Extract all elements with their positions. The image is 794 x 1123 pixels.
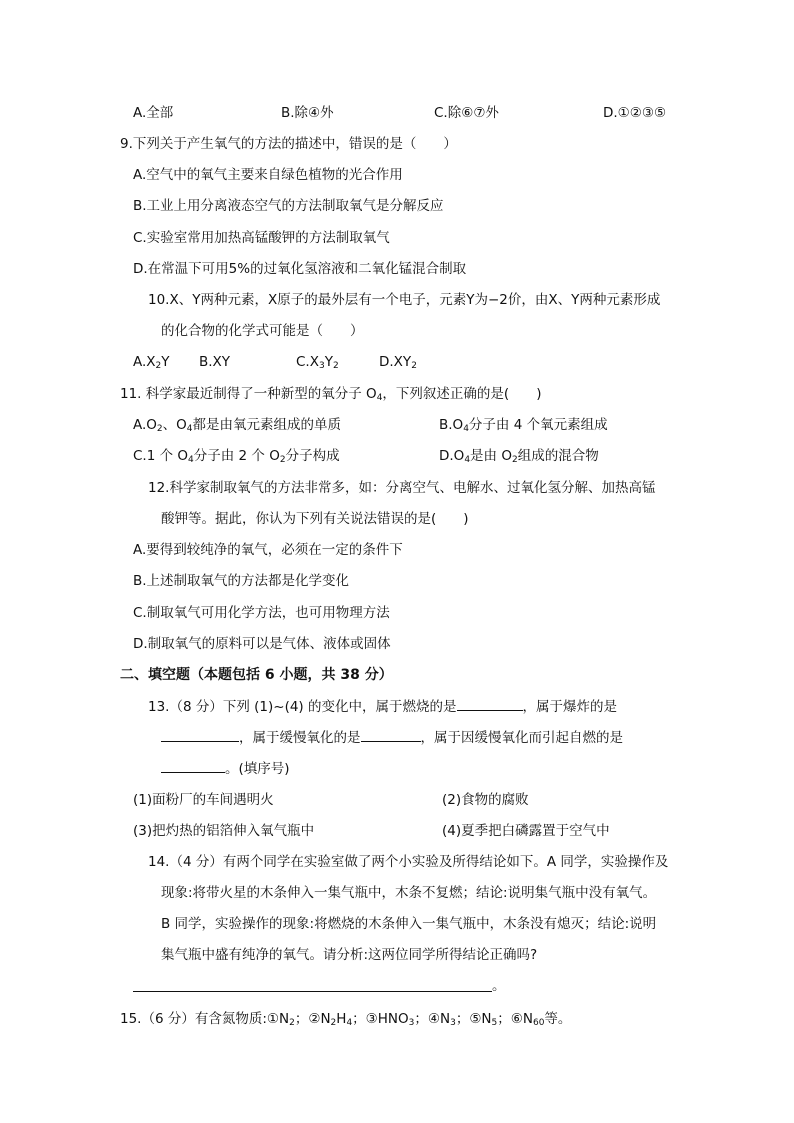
q14-answer-line [133, 991, 492, 992]
answer-blank [161, 727, 239, 742]
q8-option-a: A.全部 [133, 105, 174, 121]
q12-stem-line2: 酸钾等。据此，你认为下列有关说法错误的是( ) [161, 511, 469, 527]
q8-option-b: B.除④外 [281, 105, 334, 121]
q10-option-c: $C.X_3Y_2$ [296, 354, 339, 371]
q11-option-c: C.1 个 $O_4$分子由 2 个 $O_2$分子构成 [133, 448, 340, 465]
q13-line1: 13.（8 分）下列 (1)~(4) 的变化中，属于燃烧的是 ，属于爆炸的是 [148, 696, 617, 717]
q9-option-b: B.工业上用分离液态空气的方法制取氧气是分解反应 [133, 198, 444, 214]
q12-option-a: A.要得到较纯净的氧气，必须在一定的条件下 [133, 542, 403, 558]
q13-item-3: (3)把灼热的铝箔伸入氧气瓶中 [133, 823, 315, 839]
q9-option-d: D.在常温下可用5%的过氧化氢溶液和二氧化锰混合制取 [133, 261, 467, 277]
q8-option-c: C.除⑥⑦外 [434, 105, 499, 121]
q11-option-a: $A.O_2$、$O_4$都是由氧元素组成的单质 [133, 417, 342, 434]
q12-stem-line1: 12.科学家制取氧气的方法非常多，如：分离空气、电解水、过氧化氢分解、加热高锰 [148, 480, 656, 496]
q11-stem: 11. 科学家最近制得了一种新型的氧分子 $O_4$，下列叙述正确的是( ) [120, 386, 542, 403]
q12-option-d: D.制取氧气的原料可以是气体、液体或固体 [133, 636, 391, 652]
q8-option-d: D.①②③⑤ [603, 105, 667, 121]
q9-option-a: A.空气中的氧气主要来自绿色植物的光合作用 [133, 167, 403, 183]
q13-line3: 。(填序号) [161, 758, 290, 779]
q9-option-c: C.实验室常用加热高锰酸钾的方法制取氧气 [133, 230, 390, 246]
q14-line4: 集气瓶中盛有纯净的氧气。请分析:这两位同学所得结论正确吗? [161, 947, 538, 963]
q14-line1: 14.（4 分）有两个同学在实验室做了两个小实验及所得结论如下。A 同学，实验操作及 [148, 854, 669, 870]
q13-item-1: (1)面粉厂的车间遇明火 [133, 792, 274, 808]
q13-item-2: (2)食物的腐败 [442, 792, 529, 808]
q12-option-c: C.制取氧气可用化学方法，也可用物理方法 [133, 605, 390, 621]
answer-blank [457, 696, 523, 711]
q10-stem-line1: 10.X、Y两种元素，X原子的最外层有一个电子，元素Y为−2价，由X、Y两种元素形成 [148, 292, 661, 308]
q10-stem-line2: 的化合物的化学式可能是（ ） [161, 323, 364, 339]
q12-option-b: B.上述制取氧气的方法都是化学变化 [133, 573, 350, 589]
q14-line3: B 同学，实验操作的现象:将燃烧的木条伸入一集气瓶中，木条没有熄灭；结论:说明 [161, 916, 657, 932]
q11-option-d: $D.O_4$是由 $O_2$组成的混合物 [439, 448, 599, 465]
q11-option-b: $B.O_4$分子由 4 个氧元素组成 [439, 417, 608, 434]
answer-blank [161, 758, 225, 773]
q13-item-4: (4)夏季把白磷露置于空气中 [442, 823, 610, 839]
q10-option-b: B.XY [199, 354, 231, 370]
q10-option-d: $D.XY_2$ [379, 354, 417, 371]
q15-stem: 15.（6 分）有含氮物质$:①N_2$；$②N_2H_4$；$③HNO_3$；$④N_3$；$⑤N_5$；$⑥N_{60}$等。 [120, 1011, 572, 1028]
answer-blank [361, 727, 421, 742]
section-2-heading: 二、填空题（本题包括 6 小题，共 38 分） [120, 667, 393, 683]
q10-option-a: $A.X_2Y$ [133, 354, 170, 371]
q14-end: 。 [492, 978, 506, 994]
q13-line2: ，属于缓慢氧化的是 ，属于因缓慢氧化而引起自燃的是 [161, 727, 623, 748]
q9-stem: 9.下列关于产生氧气的方法的描述中，错误的是（ ） [120, 136, 457, 152]
q14-line2: 现象:将带火星的木条伸入一集气瓶中，木条不复燃；结论:说明集气瓶中没有氧气。 [161, 885, 657, 901]
